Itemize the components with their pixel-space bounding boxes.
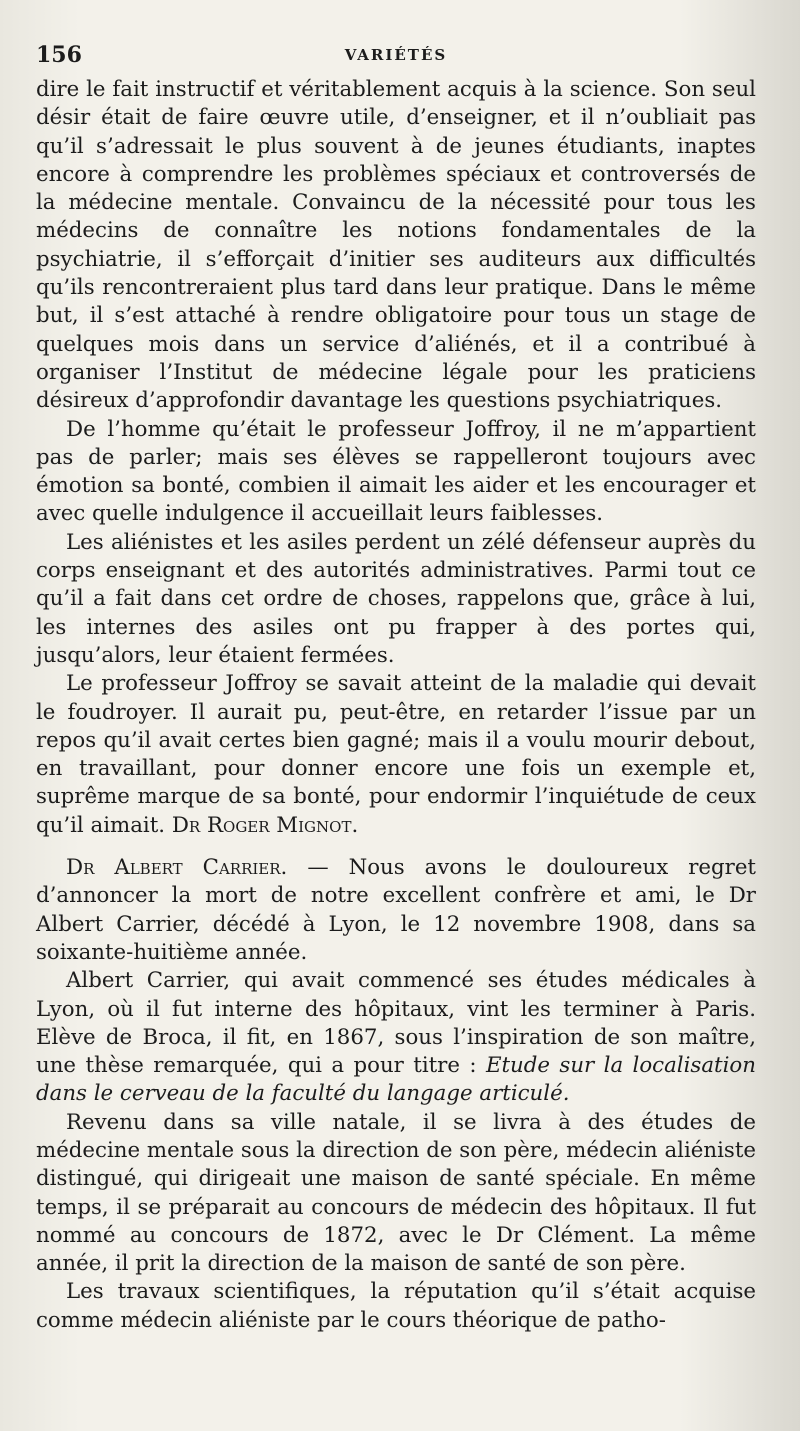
section-gap xyxy=(36,840,756,854)
paragraph-text: Le professeur Joffroy se savait atteint de la maladie qui devait le foudroyer. Il aurait pu, peut-être, en retarder l’issue par un repos qu’il avait certes bien gagné; mais il a voulu mourir debout, en travaillant, pour donner encore une fois un exemple et, suprême marque de sa bonté, pour endormir l’inquiétude de ceux qu’il aimait. xyxy=(36,671,756,838)
obituary-name: Dr Albert Carrier. xyxy=(66,855,288,881)
paragraph-carrier-career: Revenu dans sa ville natale, il se livra à des études de médecine mentale sous la direction de son père, médecin aliéniste distingué, qui dirigeait une maison de santé spéciale. En même temps, il se préparait au concours de médecin des hôpitaux. Il fut nommé au concours de 1872, avec le Dr Clément. La même année, il prit la direction de la maison de santé de son père. xyxy=(36,1109,756,1277)
paragraph-text: — Nous avons le douloureux regret d’annoncer la mort de notre excellent confrère et ami, le Dr Albert Carrier, décédé à Lyon, le 12 novembre 1908, dans sa soixante-huitième année. xyxy=(36,855,756,965)
running-head: VARIÉTÉS xyxy=(344,46,448,64)
page-header xyxy=(36,26,756,76)
page-number: 156 xyxy=(36,42,82,68)
paragraph-carrier-studies xyxy=(36,967,756,1108)
paragraph-text: Albert Carrier, qui avait commencé ses études médicales à Lyon, où il fut interne des hôpitaux, vint les terminer à Paris. Elève de Broca, il fit, en 1867, sous l’inspiration de son maître, une thèse remarquée, qui a pour titre : xyxy=(36,968,756,1079)
paragraph-carrier-obituary xyxy=(36,854,756,967)
page-body xyxy=(36,76,756,1335)
paragraph-continued: dire le fait instructif et véritablement acquis à la science. Son seul désir était de faire œuvre utile, d’enseigner, et il n’oubliait pas qu’il s’adressait le plus souvent à de jeunes étudiants, inaptes encore à comprendre les problèmes spéciaux et controversés de la médecine mentale. Convaincu de la nécessité pour tous les médecins de connaître les notions fondamentales de la psychiatrie, il s’efforçait d’initier ses auditeurs aux difficultés qu’ils rencontreraient plus tard dans leur pratique. Dans le même but, il s’est attaché à rendre obligatoire pour tous un stage de quelques mois dans un service d’aliénés, et il a contribué à organiser l’Institut de médecine légale pour les praticiens désireux d’approfondir davantage les questions psychiatriques. xyxy=(36,77,756,414)
thesis-title: Etude sur la localisation dans le cerveau de la faculté du langage articulé. xyxy=(36,1053,756,1107)
paragraph-alienists: Les aliénistes et les asiles perdent un zélé défenseur auprès du corps enseignant et des autorités administratives. Parmi tout ce qu’il a fait dans cet ordre de choses, rappelons que, grâce à lui, les internes des asiles ont pu frapper à des portes qui, jusqu’alors, leur étaient fermées. xyxy=(36,529,756,668)
paragraph-carrier-works: Les travaux scientifiques, la réputation qu’il s’était acquise comme médecin aliéniste par le cours théorique de patho- xyxy=(36,1279,756,1333)
signature: Dr Roger Mignot. xyxy=(171,812,359,838)
paragraph-joffroy-character: De l’homme qu’était le professeur Joffroy, il ne m’appartient pas de parler; mais ses élèves se rappelleront toujours avec émotion sa bonté, combien il aimait les aider et les encourager et avec quelle indulgence il accueillait leurs faiblesses. xyxy=(36,416,756,527)
paragraph-joffroy-death xyxy=(36,670,756,840)
